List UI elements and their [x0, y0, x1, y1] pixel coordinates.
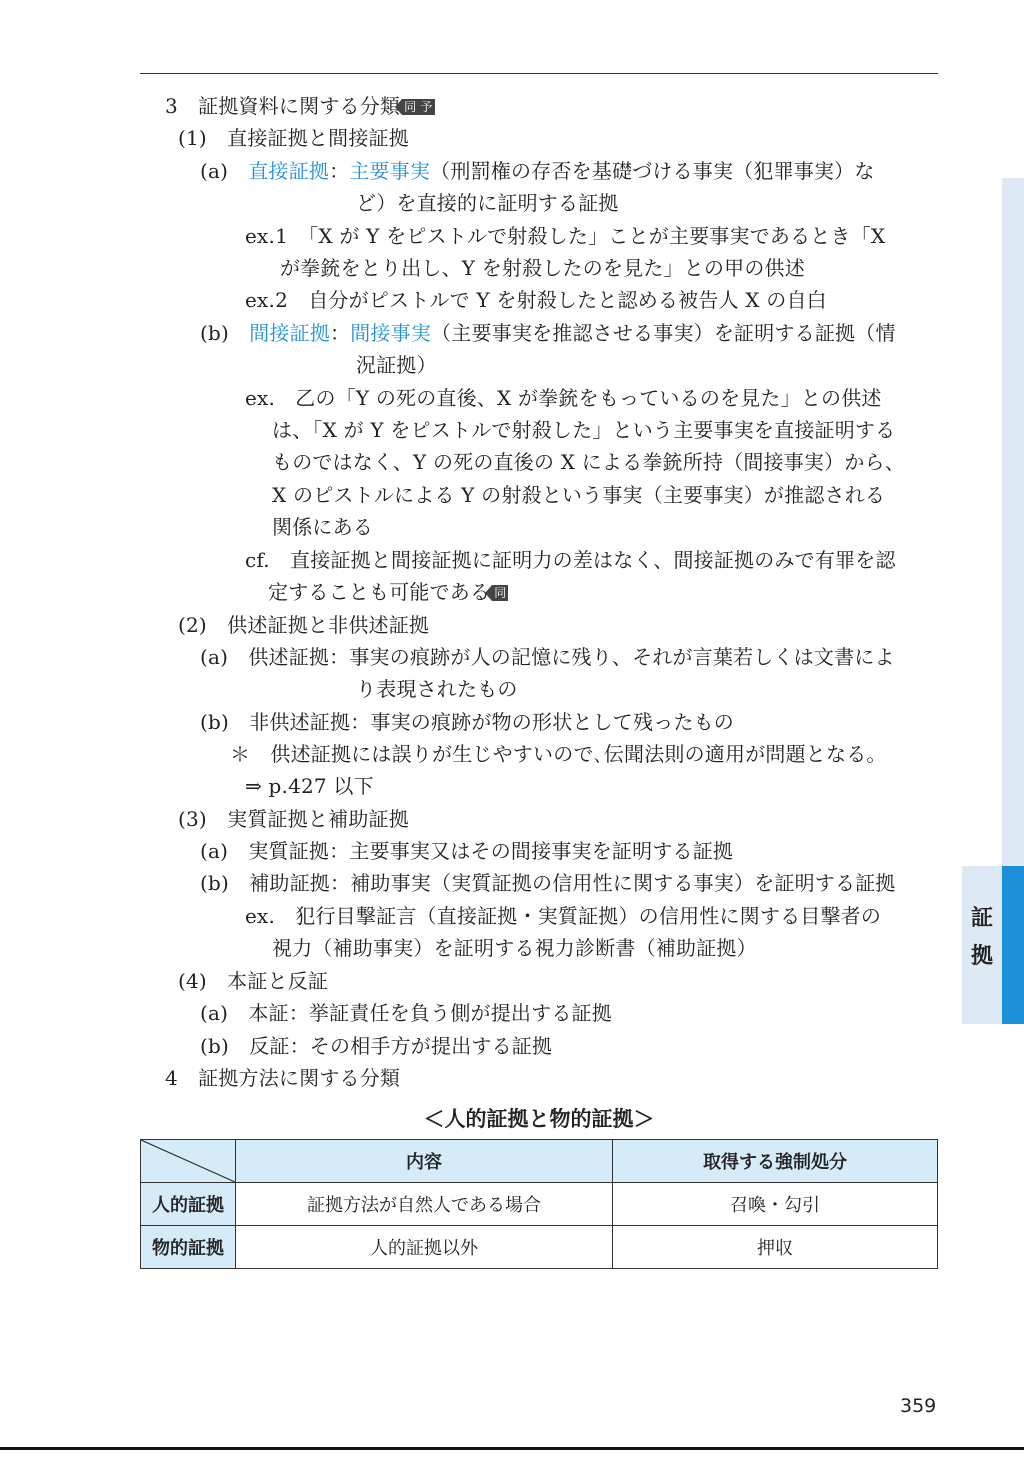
line-text: 4 証拠方法に関する分類: [165, 1066, 401, 1090]
table-row: [141, 1183, 938, 1226]
line-text: ：: [329, 159, 350, 183]
line-text: (a) 本証：挙証責任を負う側が提出する証拠: [200, 1001, 612, 1025]
line-text: (b) 反証：その相手方が提出する証拠: [200, 1034, 553, 1058]
line-text: ：: [330, 321, 351, 345]
text-line: [272, 513, 373, 541]
highlighted-term: 間接事実: [350, 321, 432, 345]
row-content: 証拠方法が自然人である場合: [236, 1183, 613, 1226]
text-line: [178, 967, 328, 995]
text-line: [356, 351, 437, 379]
text-line: [165, 1064, 400, 1092]
table-corner-cell: [141, 1140, 236, 1183]
line-text: ⇒ p.427 以下: [245, 774, 374, 798]
text-line: [200, 708, 734, 736]
line-text: (b) 非供述証拠：事実の痕跡が物の形状として残ったもの: [200, 710, 735, 734]
line-text: り表現されたもの: [356, 677, 518, 701]
text-line: [272, 416, 895, 444]
line-text: (b): [200, 321, 250, 345]
text-line: [272, 481, 885, 509]
text-line: [245, 902, 881, 930]
line-text: ex. 乙の「Y の死の直後、X が拳銃をもっているのを見た」との供述: [245, 386, 882, 410]
line-text: (a) 供述証拠：事実の痕跡が人の記憶に残り、それが言葉若しくは文書によ: [200, 645, 895, 669]
line-text: cf. 直接証拠と間接証拠に証明力の差はなく、間接証拠のみで有罪を認: [245, 548, 896, 572]
text-line: [245, 286, 827, 314]
table-row: [141, 1226, 938, 1269]
text-line: [200, 319, 896, 347]
text-line: [200, 643, 895, 671]
text-line: [245, 384, 882, 412]
text-line: [356, 675, 518, 703]
line-text: ＊ 供述証拠には誤りが生じやすいので､伝聞法則の適用が問題となる。: [230, 742, 887, 766]
side-tab-marker: [1002, 866, 1024, 1024]
header-content: 内容: [236, 1140, 613, 1183]
line-text: (a) 実質証拠：主要事実又はその間接事実を証明する証拠: [200, 839, 734, 863]
top-rule: [140, 73, 938, 74]
exam-badge: 同: [494, 586, 507, 600]
header-measure: 取得する強制処分: [613, 1140, 938, 1183]
evidence-table: [140, 1139, 938, 1269]
text-line: [178, 805, 409, 833]
line-text: （刑罰権の存否を基礎づける事実（犯罪事実）な: [430, 159, 875, 183]
page-number: 359: [900, 1395, 937, 1417]
line-text: X のピストルによる Y の射殺という事実（主要事実）が推認される: [272, 483, 886, 507]
text-line: [178, 611, 429, 639]
text-line: [178, 124, 409, 152]
line-text: (a): [200, 159, 249, 183]
row-content: 人的証拠以外: [236, 1226, 613, 1269]
row-measure: 押収: [613, 1226, 938, 1269]
line-text: ど）を直接的に証明する証拠: [356, 191, 619, 215]
line-text: (3) 実質証拠と補助証拠: [178, 807, 409, 831]
line-text: （主要事実を推認させる事実）を証明する証拠（情: [431, 321, 896, 345]
text-line: [268, 578, 508, 606]
text-line: [272, 934, 757, 962]
exam-badge: 同 予: [404, 100, 433, 114]
line-text: が拳銃をとり出し、Y を射殺したのを見た」との甲の供述: [280, 256, 805, 280]
row-label: 物的証拠: [141, 1226, 236, 1269]
row-label: 人的証拠: [141, 1183, 236, 1226]
line-text: (4) 本証と反証: [178, 969, 329, 993]
text-line: [200, 869, 896, 897]
text-line: [272, 448, 905, 476]
text-line: [245, 222, 885, 250]
text-line: [245, 546, 896, 574]
highlighted-term: 主要事実: [349, 159, 431, 183]
line-text: ex. 犯行目撃証言（直接証拠・実質証拠）の信用性に関する目撃者の: [245, 904, 882, 928]
line-text: (1) 直接証拠と間接証拠: [178, 126, 409, 150]
highlighted-term: 直接証拠: [248, 159, 330, 183]
line-text: ex.2 自分がピストルで Y を射殺したと認める被告人 X の自白: [245, 288, 827, 312]
text-line: [356, 189, 619, 217]
line-text: 3 証拠資料に関する分類: [165, 94, 401, 118]
row-measure: 召喚・勾引: [613, 1183, 938, 1226]
text-line: [200, 157, 875, 185]
bottom-rule: [0, 1447, 1024, 1450]
text-line: [200, 999, 612, 1027]
text-line: [200, 1032, 552, 1060]
text-line: [200, 837, 733, 865]
line-text: 視力（補助事実）を証明する視力診断書（補助証拠）: [272, 936, 757, 960]
line-text: ex.1 「X が Y をピストルで射殺した」ことが主要事実であるとき「X: [245, 224, 886, 248]
line-text: 関係にある: [272, 515, 373, 539]
line-text: は、「X が Y をピストルで射殺した」という主要事実を直接証明する: [272, 418, 896, 442]
text-line: [230, 740, 887, 768]
table-title: ＜人的証拠と物的証拠＞: [423, 1107, 655, 1131]
line-text: (2) 供述証拠と非供述証拠: [178, 613, 430, 637]
highlighted-term: 間接証拠: [249, 321, 331, 345]
side-tab-label: 証 拠: [970, 906, 993, 969]
text-line: [165, 92, 435, 120]
diagonal-line: [141, 1140, 235, 1182]
line-text: (b) 補助証拠：補助事実（実質証拠の信用性に関する事実）を証明する証拠: [200, 871, 896, 895]
text-line: [280, 254, 805, 282]
line-text: ものではなく、Y の死の直後の X による拳銃所持（間接事実）から、: [272, 450, 905, 474]
line-text: 定することも可能である: [268, 580, 491, 604]
line-text: 況証拠）: [356, 353, 437, 377]
text-line: [245, 772, 374, 800]
